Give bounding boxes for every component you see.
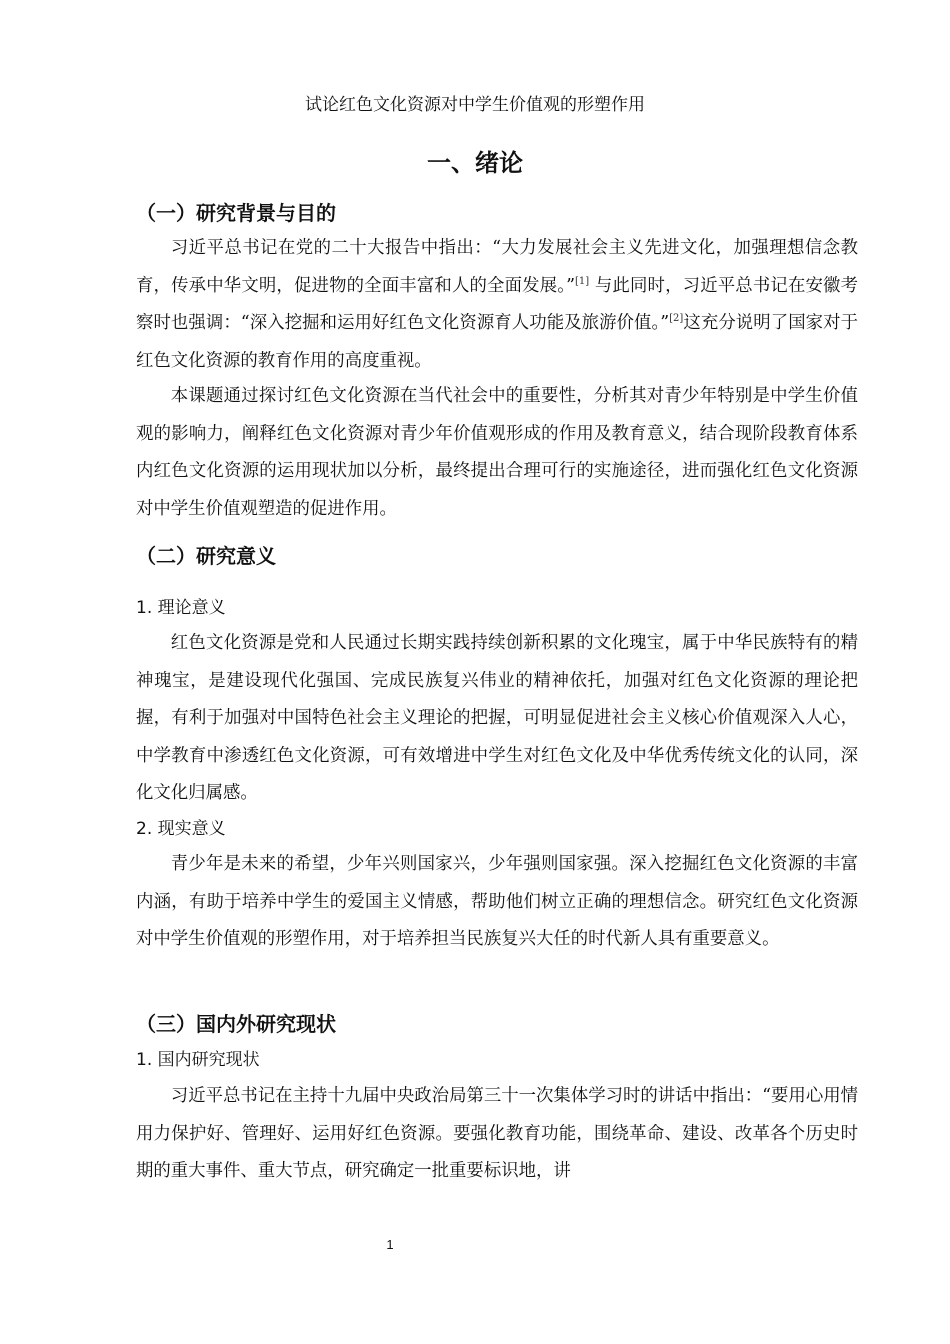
paragraph-text: 与此同时，习近平总书记在安徽考察时也强调：“深入挖掘和运用好红色文化资源育人功能及旅游价值。” <box>136 275 859 333</box>
document-title: 试论红色文化资源对中学生价值观的形塑作用 <box>305 95 645 115</box>
section-heading-significance: （二）研究意义 <box>136 544 276 568</box>
subheading-domestic-research: 1. 国内研究现状 <box>136 1050 260 1070</box>
chapter-title: 一、绪论 <box>427 149 523 177</box>
subheading-practical-significance: 2. 现实意义 <box>136 819 226 839</box>
paragraph-practical-significance: 青少年是未来的希望，少年兴则国家兴，少年强则国家强。深入挖掘红色文化资源的丰富内涵，有助于培养中学生的爱国主义情感，帮助他们树立正确的理想信念。研究红色文化资源对中学生价值观的形塑作用，对于培养担当民族复兴大任的时代新人具有重要意义。 <box>136 854 858 949</box>
paragraph-theoretical-significance: 红色文化资源是党和人民通过长期实践持续创新积累的文化瑰宝，属于中华民族特有的精神瑰宝，是建设现代化强国、完成民族复兴伟业的精神依托，加强对红色文化资源的理论把握，有利于加强对中国特色社会主义理论的把握，可明显促进社会主义核心价值观深入人心，中学教育中渗透红色文化资源，可有效增进中学生对红色文化及中华优秀传统文化的认同，深化文化归属感。 <box>136 633 858 803</box>
section-heading-background: （一）研究背景与目的 <box>136 201 336 225</box>
paragraph-domestic-research: 习近平总书记在主持十九届中央政治局第三十一次集体学习时的讲话中指出：“要用心用情用力保护好、管理好、运用好红色资源。要强化教育功能，围绕革命、建设、改革各个历史时期的重大事件、重大节点，研究确定一批重要标识地，讲 <box>136 1086 858 1181</box>
paragraph-text: 习近平总书记在党的二十大报告中指出：“大力发展社会主义先进文化，加强理想信念教育，传承中华文明，促进物的全面丰富和人的全面发展。” <box>136 238 858 296</box>
page-number: 1 <box>386 1237 394 1252</box>
paragraph-background-2: 本课题通过探讨红色文化资源在当代社会中的重要性，分析其对青少年特别是中学生价值观的影响力，阐释红色文化资源对青少年价值观形成的作用及教育意义，结合现阶段教育体系内红色文化资源的运用现状加以分析，最终提出合理可行的实施途径，进而强化红色文化资源对中学生价值观塑造的促进作用。 <box>136 386 858 519</box>
paragraph-text: 这充分说明了国家对于红色文化资源的教育作用的高度重视。 <box>136 313 858 371</box>
citation-ref-2: [2] <box>669 313 684 325</box>
section-heading-research-status: （三）国内外研究现状 <box>136 1012 336 1036</box>
citation-ref-1: [1] <box>575 275 590 287</box>
subheading-theoretical-significance: 1. 理论意义 <box>136 598 226 618</box>
paragraph-background-1 <box>136 230 858 380</box>
